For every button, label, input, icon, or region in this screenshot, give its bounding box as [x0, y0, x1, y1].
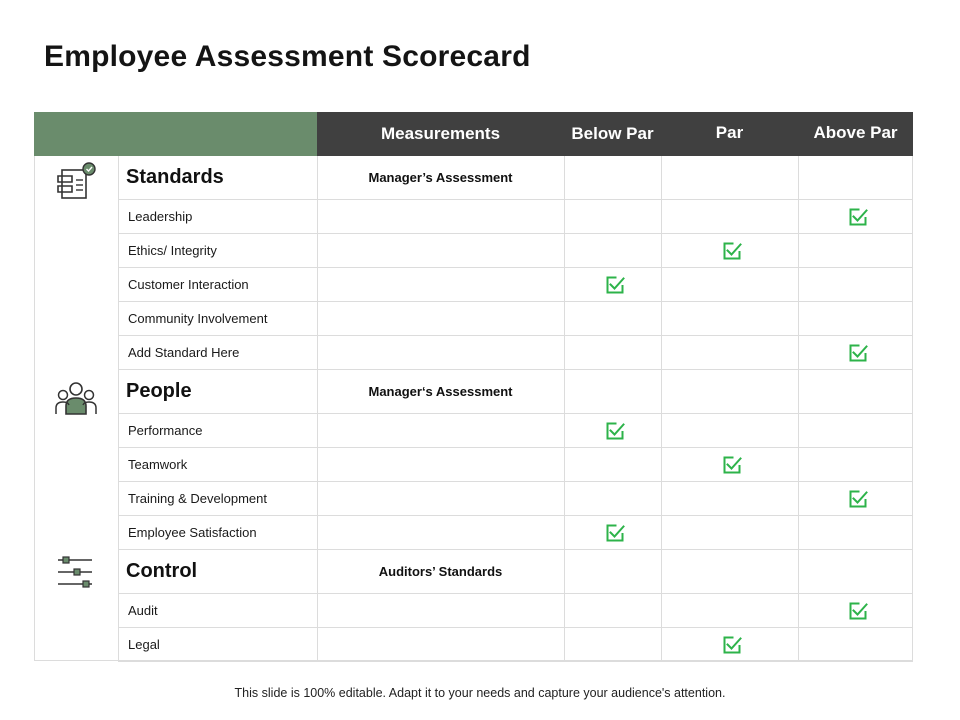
section-title: Standards: [126, 166, 224, 188]
table-cell: [564, 200, 565, 233]
item-label: Employee Satisfaction: [128, 525, 257, 540]
table-cell: [661, 302, 662, 335]
item-label: Training & Development: [128, 491, 267, 506]
table-cell: [798, 156, 799, 199]
table-cell: [317, 594, 318, 627]
check-icon: [604, 522, 626, 544]
table-row: [118, 234, 913, 268]
table-cell: [661, 594, 662, 627]
table-cell: [661, 550, 662, 593]
table-cell: [798, 516, 799, 549]
item-label: Add Standard Here: [128, 345, 240, 360]
footer-note: This slide is 100% editable. Adapt it to your needs and capture your audience's attention.: [234, 686, 726, 700]
table-cell: [564, 370, 565, 413]
table-row: [118, 302, 913, 336]
table-cell: [564, 550, 565, 593]
table-cell: [798, 336, 799, 369]
check-icon: [721, 240, 743, 262]
table-cell: [564, 594, 565, 627]
check-icon: [604, 274, 626, 296]
table-cell: [798, 482, 799, 515]
table-cell: [798, 370, 799, 413]
table-cell: [798, 414, 799, 447]
table-row: [118, 200, 913, 234]
table-cell: [661, 234, 662, 267]
table-cell: [317, 516, 318, 549]
section-measurement: Manager‘s Assessment: [368, 384, 513, 399]
page-title: Employee Assessment Scorecard: [44, 40, 531, 73]
people-group-icon: [54, 376, 98, 420]
section-measurement: Manager’s Assessment: [368, 170, 513, 185]
table-cell: [661, 448, 662, 481]
table-row: [118, 414, 913, 448]
table-cell: [661, 336, 662, 369]
check-icon: [847, 342, 869, 364]
scorecard-table: [34, 112, 913, 661]
table-row: [118, 594, 913, 628]
table-row: [118, 448, 913, 482]
table-cell: [317, 200, 318, 233]
table-cell: [564, 234, 565, 267]
table-row: [118, 268, 913, 302]
table-cell: [798, 302, 799, 335]
table-row: [118, 336, 913, 370]
table-cell: [564, 628, 565, 661]
table-cell: [564, 336, 565, 369]
item-label: Audit: [128, 603, 158, 618]
table-cell: [317, 414, 318, 447]
table-row: [118, 482, 913, 516]
table-cell: [564, 156, 565, 199]
table-cell: [661, 516, 662, 549]
table-cell: [317, 336, 318, 369]
table-cell: [798, 234, 799, 267]
table-cell: [564, 448, 565, 481]
table-cell: [661, 156, 662, 199]
header-par: Par: [715, 123, 744, 142]
item-label: Community Involvement: [128, 311, 268, 326]
table-cell: [317, 302, 318, 335]
check-icon: [721, 454, 743, 476]
table-cell: [317, 628, 318, 661]
header-above-par: Above Par: [813, 123, 898, 142]
table-cell: [564, 414, 565, 447]
header-spacer: [34, 112, 317, 156]
table-cell: [564, 268, 565, 301]
item-label: Teamwork: [128, 457, 188, 472]
table-cell: [564, 516, 565, 549]
table-cell: [317, 234, 318, 267]
item-label: Leadership: [128, 209, 193, 224]
header-below-par: Below Par: [571, 124, 654, 143]
table-cell: [661, 482, 662, 515]
document-approval-icon: [54, 160, 98, 204]
section-row-people: [118, 370, 913, 414]
table-cell: [317, 268, 318, 301]
item-label: Performance: [128, 423, 203, 438]
table-cell: [798, 594, 799, 627]
table-cell: [564, 482, 565, 515]
item-label: Legal: [128, 637, 160, 652]
check-icon: [847, 600, 869, 622]
check-icon: [847, 206, 869, 228]
table-cell: [661, 268, 662, 301]
table-cell: [661, 200, 662, 233]
table-cell: [317, 482, 318, 515]
section-title: People: [126, 380, 192, 402]
header-measurements: Measurements: [380, 124, 501, 143]
table-cell: [798, 200, 799, 233]
table-cell: [798, 550, 799, 593]
section-row-standards: [118, 156, 913, 200]
table-cell: [798, 628, 799, 661]
section-row-control: [118, 550, 913, 594]
check-icon: [604, 420, 626, 442]
item-label: Customer Interaction: [128, 277, 249, 292]
table-row: [118, 516, 913, 550]
table-cell: [798, 268, 799, 301]
check-icon: [721, 634, 743, 656]
table-cell: [661, 414, 662, 447]
table-cell: [661, 370, 662, 413]
section-title: Control: [126, 560, 198, 582]
item-label: Ethics/ Integrity: [128, 243, 217, 258]
sliders-icon: [54, 550, 98, 594]
table-cell: [661, 628, 662, 661]
table-cell: [317, 448, 318, 481]
section-measurement: Auditors’ Standards: [378, 564, 503, 579]
table-cell: [798, 448, 799, 481]
check-icon: [847, 488, 869, 510]
table-cell: [564, 302, 565, 335]
table-row: [118, 628, 913, 662]
